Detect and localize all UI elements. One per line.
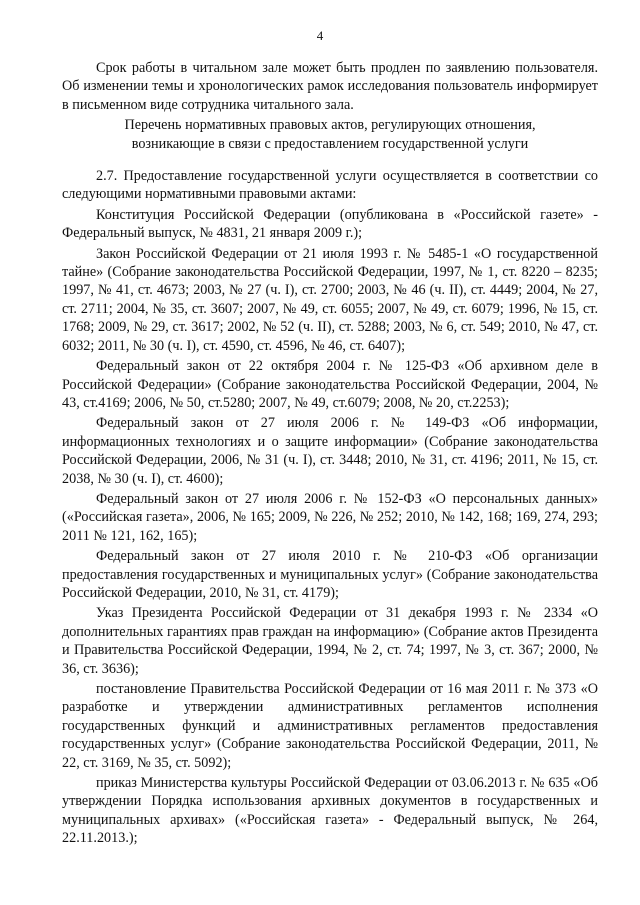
act-state-secret-law: Закон Российской Федерации от 21 июля 1993 г. № 5485-1 «О государственной тайне» (Собрание законодательства Российской Федерации, 1997, № 1, ст. 8220 – 8235; 1997, № 41, ст. 4673; 2003, № 27 (ч. I), ст. 2700; 2003, № 46 (ч. II), ст. 4449; 2004, № 27, ст. 2711; 2004, № 35, ст. 3607; 2007, № 49, ст. 6055; 2007, № 49, ст. 6079; 1996, № 15, ст. 1768; 2009, № 29, ст. 3617; 2002, № 52 (ч. II), ст. 5288; 2003, № 6, ст. 549; 2010, № 47, ст. 6032; 2011, № 30 (ч. I), ст. 4590, ст. 4596, № 46, ст. 6407); bbox=[62, 245, 598, 354]
act-personal-data-law: Федеральный закон от 27 июля 2006 г. № 152-ФЗ «О персональных данных» («Российская газета», 2006, № 165; 2009, № 226, № 252; 2010, № 142, 168; 169, 274, 293; 2011 № 121, 162, 165); bbox=[62, 490, 598, 544]
act-constitution: Конституция Российской Федерации (опубликована в «Российской газете» - Федеральный выпуск, № 4831, 21 января 2009 г.); bbox=[62, 206, 598, 242]
act-information-law: Федеральный закон от 27 июля 2006 г. № 149-ФЗ «Об информации, информационных технологиях и о защите информации» (Собрание законодательства Российской Федерации, 2006, № 31 (ч. I), ст. 3448; 2010, № 31, ст. 4196; 2011, № 15, ст. 2038, № 30 (ч. I), ст. 4600); bbox=[62, 415, 598, 487]
act-archive-law: Федеральный закон от 22 октября 2004 г. № 125-ФЗ «Об архивном деле в Российской Федерации» (Собрание законодательства Российской Федерации, 2004, № 43, ст.4169; 2006, № 50, ст.5280; 2007, № 49, ст.6079; 2008, № 20, ст.2253); bbox=[62, 358, 598, 411]
section-heading-line-2: возникающие в связи с предоставлением государственной услуги bbox=[131, 135, 529, 152]
section-heading bbox=[62, 116, 598, 153]
act-presidential-decree: Указ Президента Российской Федерации от 31 декабря 1993 г. № 2334 «О дополнительных гарантиях прав граждан на информацию» (Собрание актов Президента и Правительства Российской Федерации, 1994, № 2, ст. 74; 1997, № 3, ст. 367; 2000, № 36, ст. 3636); bbox=[62, 605, 598, 677]
section-heading-line-1: Перечень нормативных правовых актов, регулирующих отношения, bbox=[124, 117, 536, 134]
act-government-resolution: постановление Правительства Российской Федерации от 16 мая 2011 г. № 373 «О разработке и утверждении административных регламентов исполнения государственных функций и административных регламентов предоставления государственных услуг» (Собрание законодательства Российской Федерации, 2011, № 22, ст. 3169, № 35, ст. 5092); bbox=[62, 681, 598, 771]
act-public-services-law: Федеральный закон от 27 июля 2010 г. № 210-ФЗ «Об организации предоставления государственных и муниципальных услуг» (Собрание законодательства Российской Федерации, 2010, № 31, ст. 4179); bbox=[62, 548, 598, 601]
page-number: 4 bbox=[316, 28, 324, 43]
document-body bbox=[62, 59, 598, 848]
intro-paragraph: Срок работы в читальном зале может быть продлен по заявлению пользователя. Об изменении темы и хронологических рамок исследования пользователь информирует в письменном виде сотрудника читального зала. bbox=[62, 60, 598, 113]
section-intro-paragraph: 2.7. Предоставление государственной услуги осуществляется в соответствии со следующими нормативными правовыми актами: bbox=[62, 168, 598, 203]
act-ministry-order: приказ Министерства культуры Российской Федерации от 03.06.2013 г. № 635 «Об утверждении Порядка использования архивных документов в государственных и муниципальных архивах» («Российская газета» - Федеральный выпуск, № 264, 22.11.2013.); bbox=[62, 775, 598, 847]
